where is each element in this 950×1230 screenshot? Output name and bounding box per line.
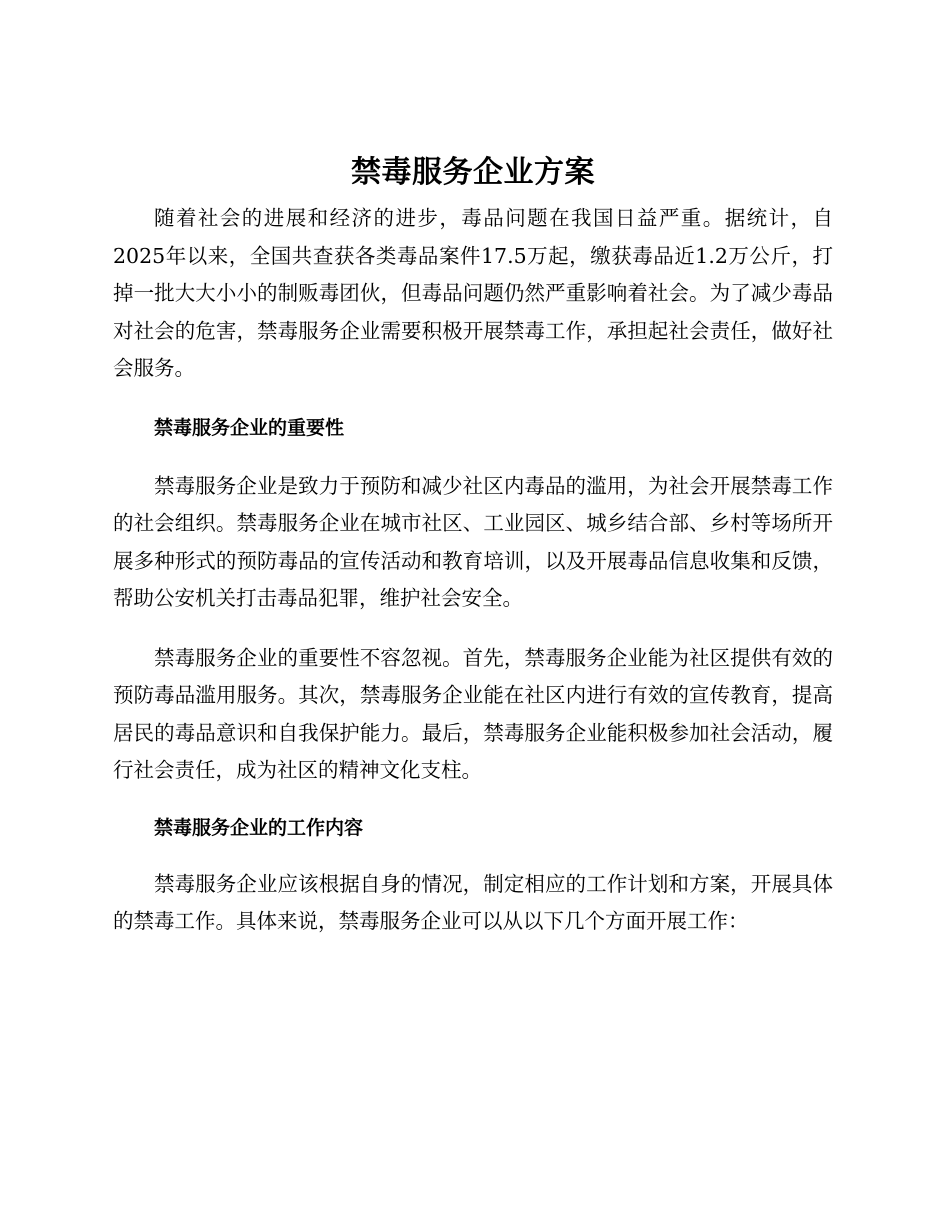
work-content-paragraph-1: 禁毒服务企业应该根据自身的情况，制定相应的工作计划和方案，开展具体的禁毒工作。具体来说，禁毒服务企业可以从以下几个方面开展工作： — [113, 871, 833, 933]
importance-paragraph-1: 禁毒服务企业是致力于预防和减少社区内毒品的滥用，为社会开展禁毒工作的社会组织。禁毒服务企业在城市社区、工业园区、城乡结合部、乡村等场所开展多种形式的预防毒品的宣传活动和教育培训，以及开展毒品信息收集和反馈，帮助公安机关打击毒品犯罪，维护社会安全。 — [113, 473, 833, 610]
importance-paragraph-2: 禁毒服务企业的重要性不容忽视。首先，禁毒服务企业能为社区提供有效的预防毒品滥用服务。其次，禁毒服务企业能在社区内进行有效的宣传教育，提高居民的毒品意识和自我保护能力。最后，禁毒服务企业能积极参加社会活动，履行社会责任，成为社区的精神文化支柱。 — [113, 645, 833, 782]
document-body — [113, 150, 833, 941]
intro-paragraph: 随着社会的进展和经济的进步，毒品问题在我国日益严重。据统计，自2025年以来，全国共查获各类毒品案件17.5万起，缴获毒品近1.2万公斤，打掉一批大大小小的制贩毒团伙，但毒品问题仍然严重影响着社会。为了减少毒品对社会的危害，禁毒服务企业需要积极开展禁毒工作，承担起社会责任，做好社会服务。 — [113, 206, 833, 380]
section-heading-work-content: 禁毒服务企业的工作内容 — [154, 816, 364, 839]
document-title: 禁毒服务企业方案 — [351, 155, 595, 190]
section-heading-importance: 禁毒服务企业的重要性 — [154, 416, 345, 439]
